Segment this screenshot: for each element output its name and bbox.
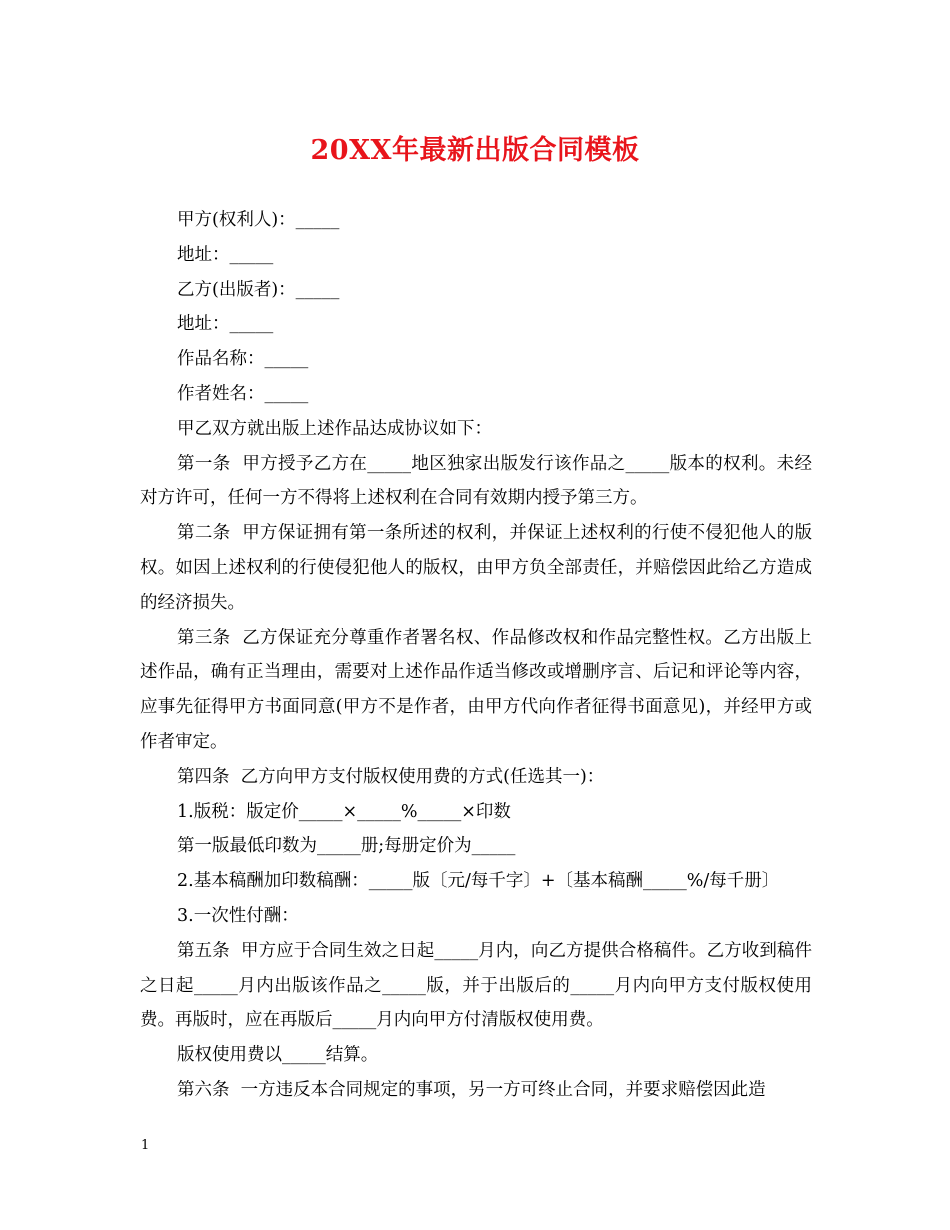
article-1: 第一条 甲方授予乙方在_____地区独家出版发行该作品之_____版本的权利。未经对方许可，任何一方不得将上述权利在合同有效期内授予第三方。 (140, 453, 812, 509)
author-name-line: 作者姓名：_____ (177, 383, 309, 404)
article-2: 第二条 甲方保证拥有第一条所述的权利，并保证上述权利的行使不侵犯他人的版权。如因上述权利的行使侵犯他人的版权，由甲方负全部责任，并赔偿因此给乙方造成的经济损失。 (140, 523, 812, 613)
article-4: 第四条 乙方向甲方支付版权使用费的方式(任选其一)： (177, 766, 605, 787)
article-4-option-2: 2.基本稿酬加印数稿酬：_____版〔元/每千字〕+〔基本稿酬_____%/每千册〕 (177, 871, 780, 892)
article-5: 第五条 甲方应于合同生效之日起_____月内，向乙方提供合格稿件。乙方收到稿件之日起_____月内出版该作品之_____版，并于出版后的_____月内向甲方支付版权使用费。再版时，应在再版后_____月内向甲方付清版权使用费。 (140, 940, 812, 1031)
settlement-line: 版权使用费以_____结算。 (177, 1045, 379, 1066)
article-4-option-1: 1.版税：版定价_____×_____%_____×印数 (177, 801, 511, 822)
article-6: 第六条 一方违反本合同规定的事项，另一方可终止合同，并要求赔偿因此造 (177, 1079, 766, 1100)
article-3: 第三条 乙方保证充分尊重作者署名权、作品修改权和作品完整性权。乙方出版上述作品，确有正当理由，需要对上述作品作适当修改或增删序言、后记和评论等内容，应事先征得甲方书面同意(甲方不是作者，由甲方代向作者征得书面意见)，并经甲方或作者审定。 (140, 627, 812, 752)
party-b-address-line: 地址：_____ (177, 314, 274, 335)
document-body (140, 203, 812, 1108)
article-4-first-edition: 第一版最低印数为_____册;每册定价为_____ (177, 836, 516, 857)
page-number: 1 (141, 1138, 150, 1153)
article-4-option-3: 3.一次性付酬： (177, 905, 299, 926)
document-title: 20XX年最新出版合同模板 (310, 135, 640, 166)
agreement-intro: 甲乙双方就出版上述作品达成协议如下： (177, 418, 492, 439)
party-b-line: 乙方(出版者)：_____ (177, 279, 340, 300)
work-title-line: 作品名称：_____ (177, 349, 309, 370)
party-a-line: 甲方(权利人)：_____ (177, 210, 340, 230)
party-a-address-line: 地址：_____ (177, 244, 274, 265)
